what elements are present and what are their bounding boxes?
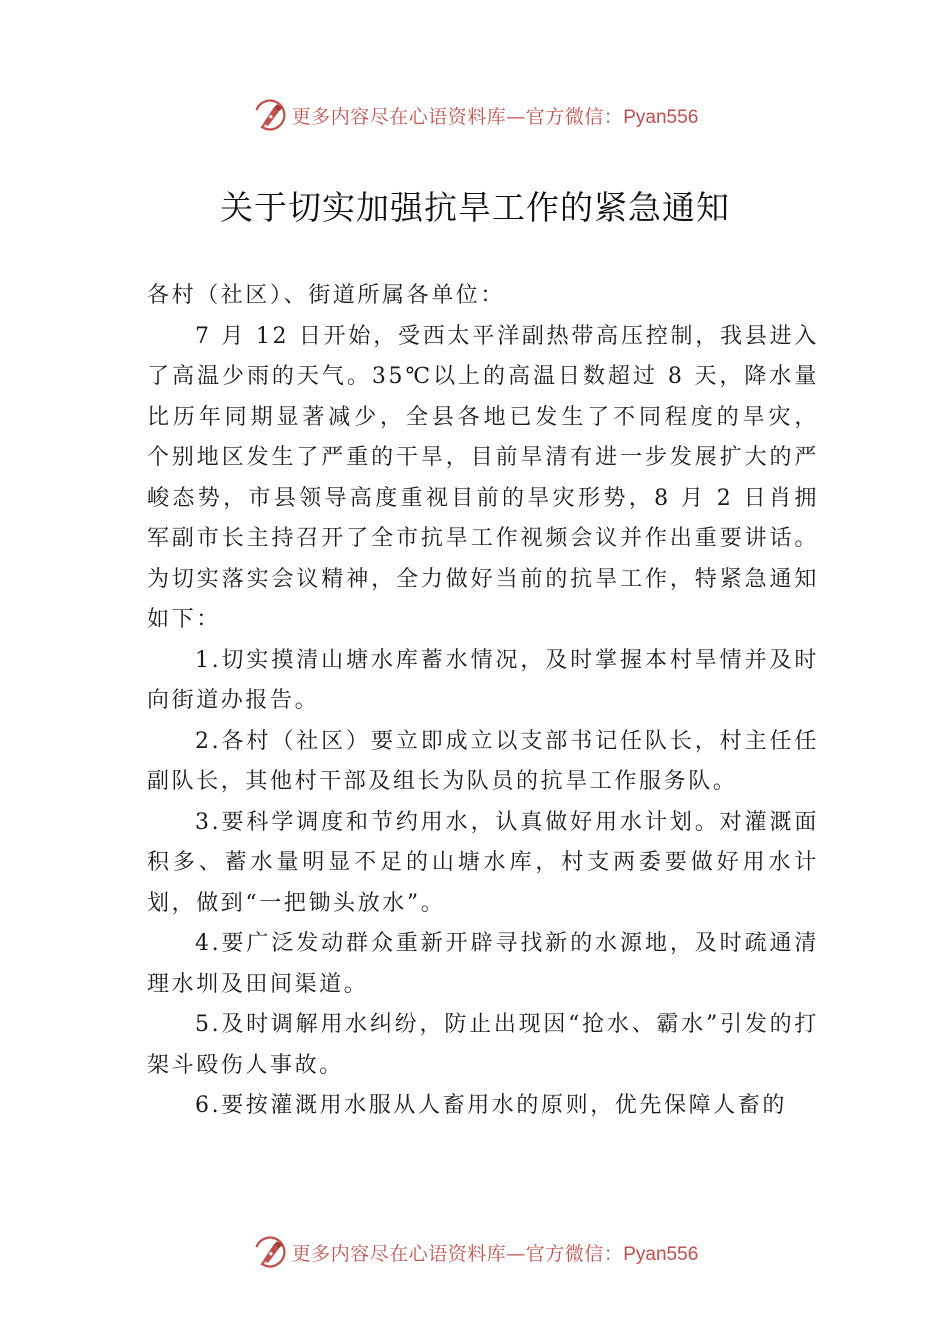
paragraph-item-3: 3.要科学调度和节约用水，认真做好用水计划。对灌溉面积多、蓄水量明显不足的山塘水库，村支两委要做好用水计划，做到“一把锄头放水”。 xyxy=(147,809,819,916)
paragraph-intro: 7 月 12 日开始，受西太平洋副热带高压控制，我县进入了高温少雨的天气。35℃以上的高温日数超过 8 天，降水量比历年同期显著减少，全县各地已发生了不同程度的旱灾， 个别地区发生了严重的干旱，目前旱清有进一步发展扩大的严峻态势，市县领导高度重视目前的旱灾形势，8 月 2 日肖拥军副市长主持召开了全市抗旱工作视频会议并作出重要讲话。为切实落实会议精神，全力做好当前的抗旱工作，特紧急通知如下： xyxy=(147,323,819,632)
watermark-wechat-id: Pyan556 xyxy=(623,1243,699,1265)
document-body xyxy=(147,276,819,1127)
watermark-text: 更多内容尽在心语资料库—官方微信： xyxy=(291,105,624,128)
salutation: 各村（社区）、街道所属各单位： xyxy=(147,283,506,308)
watermark-wechat-id: Pyan556 xyxy=(623,106,699,128)
header-watermark xyxy=(0,95,950,135)
paragraph-item-5: 5.及时调解用水纠纷，防止出现因“抢水、霸水”引发的打架斗殴伤人事故。 xyxy=(147,1012,819,1078)
watermark-text: 更多内容尽在心语资料库—官方微信： xyxy=(291,1242,624,1265)
footer-watermark xyxy=(0,1232,950,1272)
paragraph-item-2: 2.各村（社区）要立即成立以支部书记任队长，村主任任副队长，其他村干部及组长为队员的抗旱工作服务队。 xyxy=(147,728,819,794)
paragraph-item-6: 6.要按灌溉用水服从人畜用水的原则，优先保障人畜的 xyxy=(195,1093,787,1118)
pen-nib-logo-icon xyxy=(252,1234,288,1270)
paragraph-item-4: 4.要广泛发动群众重新开辟寻找新的水源地，及时疏通清理水圳及田间渠道。 xyxy=(147,931,819,997)
paragraph-item-1: 1.切实摸清山塘水库蓄水情况，及时掌握本村旱情并及时向街道办报告。 xyxy=(147,647,819,713)
document-title: 关于切实加强抗旱工作的紧急通知 xyxy=(220,188,730,227)
pen-nib-logo-icon xyxy=(252,97,288,133)
